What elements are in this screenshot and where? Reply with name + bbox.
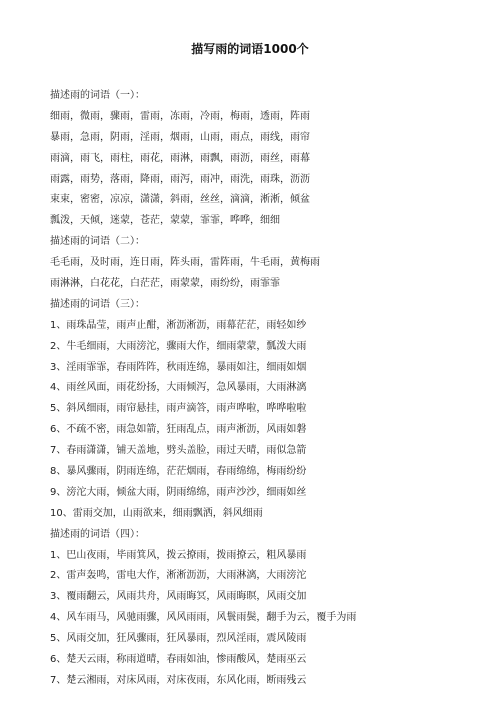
list-item: 5、风雨交加，狂风骤雨，狂风暴雨，烈风淫雨，震风陵雨 [50, 633, 307, 645]
section-heading-1: 描述雨的词语（一）： [50, 90, 145, 101]
document-title: 描写雨的词语1000个 [191, 42, 309, 56]
list-item: 4、风车雨马，风驰雨骤，风风雨雨，风鬟雨鬓，翻手为云，覆手为雨 [50, 612, 357, 624]
list-item: 9、滂沱大雨，倾盆大雨，阴雨绵绵，雨声沙沙，细雨如丝 [50, 486, 307, 498]
text-line: 雨淋淋，白花花，白茫茫，雨蒙蒙，雨纷纷，雨霏霏 [50, 278, 280, 290]
text-line: 瓢泼，天倾，迷蒙，苍茫，蒙蒙，霏霏，哗哗，细细 [50, 215, 280, 227]
section-heading-3: 描述雨的词语（三）： [50, 298, 145, 310]
section-heading-4: 描述雨的词语（四）： [50, 528, 145, 540]
list-item: 2、雷声轰鸣，雷电大作，淅淅沥沥，大雨淋漓，大雨滂沱 [50, 570, 307, 582]
list-item: 6、楚天云雨，称雨道晴，春雨如油，惨雨酸风，楚雨巫云 [50, 654, 307, 666]
list-item: 1、雨珠晶莹，雨声止酣，淅沥淅沥，雨幕茫茫，雨轻如纱 [50, 319, 307, 331]
list-item: 6、不疏不密，雨急如箭，狂雨乱点，雨声淅沥，风雨如磐 [50, 424, 307, 436]
list-item: 7、楚云湘雨，对床风雨，对床夜雨，东风化雨，断雨残云 [50, 674, 307, 686]
list-item: 1、巴山夜雨，毕雨箕风，拨云撩雨，拨雨撩云，粗风暴雨 [50, 549, 307, 561]
list-item: 5、斜风细雨，雨帘悬挂，雨声滴答，雨声哗啦，哗哗啦啦 [50, 403, 307, 415]
document-body [50, 86, 480, 692]
list-item: 8、暴风骤雨，阴雨连绵，茫茫烟雨，春雨绵绵，梅雨纷纷 [50, 466, 307, 478]
list-item: 4、雨丝风面，雨花纷扬，大雨倾泻，急风暴雨，大雨淋漓 [50, 382, 307, 394]
list-item: 10、雷雨交加，山雨欲来，细雨飘洒，斜风细雨 [50, 507, 263, 519]
text-line: 束束，密密，凉凉，潇潇，斜雨，丝丝，滴滴，淅淅，倾盆 [50, 194, 310, 206]
text-line: 雨滴，雨飞，雨柱，雨花，雨淋，雨飘，雨沥，雨丝，雨幕 [50, 152, 310, 164]
text-line: 暴雨，急雨，阴雨，淫雨，烟雨，山雨，雨点，雨线，雨帘 [50, 131, 310, 143]
text-line: 雨露，雨势，落雨，降雨，雨泻，雨冲，雨洗，雨珠，沥沥 [50, 173, 310, 185]
text-line: 细雨，微雨，骤雨，雷雨，冻雨，冷雨，梅雨，透雨，阵雨 [50, 110, 310, 122]
list-item: 2、牛毛细雨，大雨滂沱，骤雨大作，细雨蒙蒙，瓢泼大雨 [50, 340, 307, 352]
list-item: 3、覆雨翻云，风雨共舟，风雨晦冥，风雨晦暝，风雨交加 [50, 591, 307, 603]
section-heading-2: 描述雨的词语（二）： [50, 236, 145, 248]
text-line: 毛毛雨，及时雨，连日雨，阵头雨，雷阵雨，牛毛雨，黄梅雨 [50, 257, 320, 269]
list-item: 7、春雨潇潇，铺天盖地，劈头盖脸，雨过天晴，雨似急箭 [50, 445, 307, 457]
list-item: 3、淫雨霏霏，春雨阵阵，秋雨连绵，暴雨如注，细雨如烟 [50, 361, 307, 373]
